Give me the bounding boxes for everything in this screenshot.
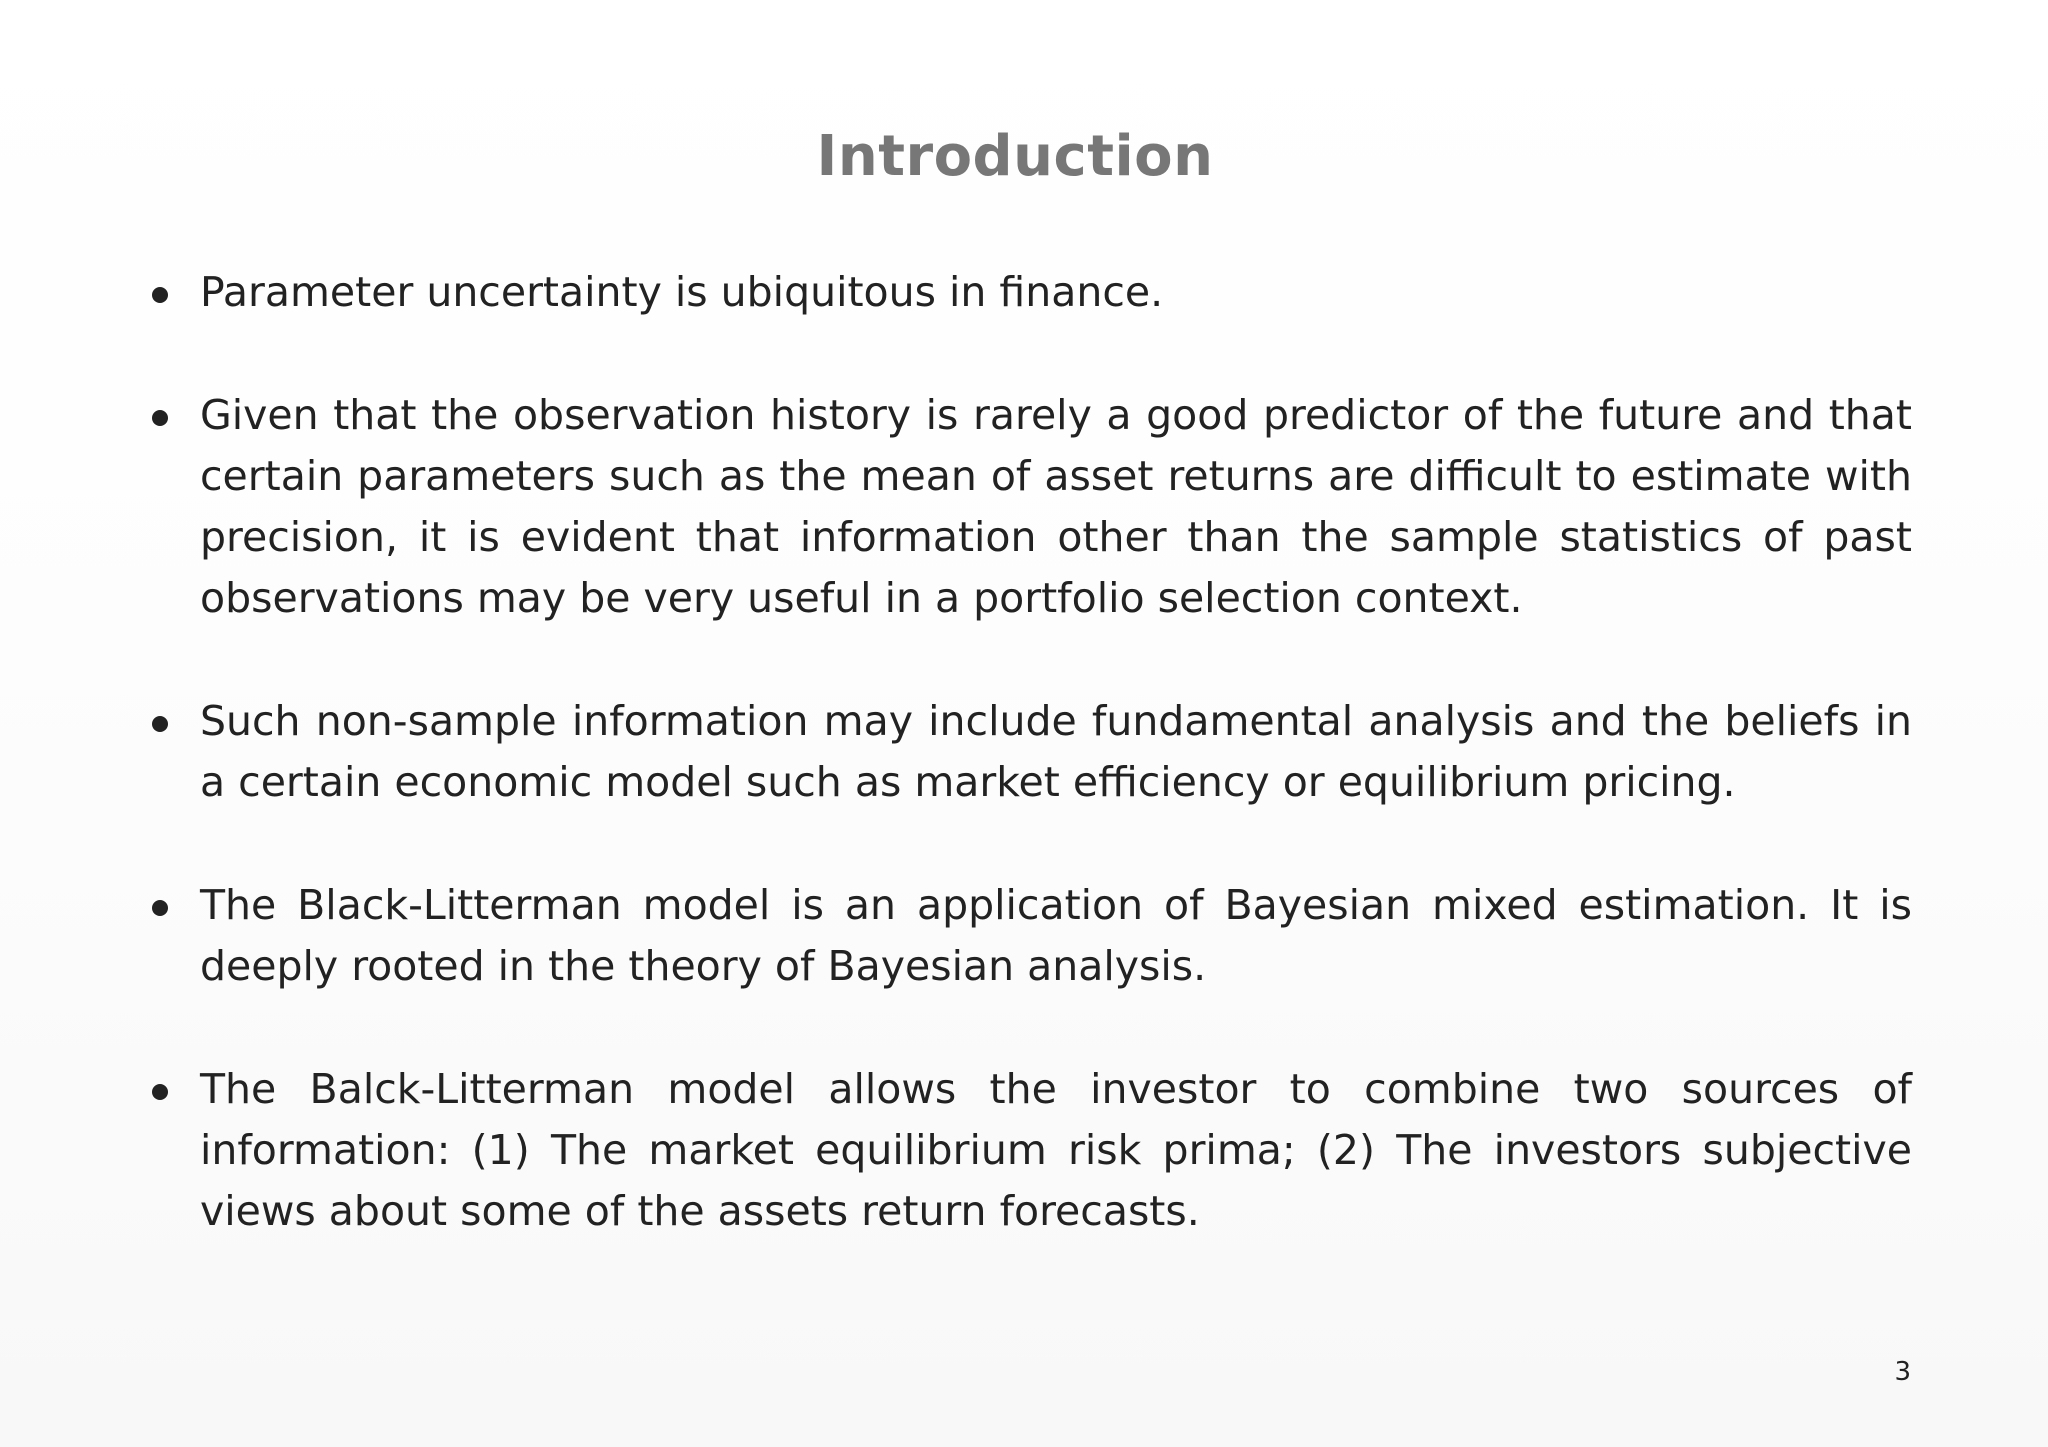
- bullet-item: [142, 875, 1912, 997]
- bullet-item: [142, 691, 1912, 813]
- bullet-icon: [152, 410, 168, 426]
- bullet-text: The Black-Litterman model is an application of Bayesian mixed estimation. It is deeply rooted in the theory of Bayesian analysis.: [200, 881, 1912, 990]
- bullet-text: The Balck-Litterman model allows the investor to combine two sources of information: (1) The market equilibrium risk prima; (2) The investors subjective views about some of the assets return forecasts.: [200, 1065, 1912, 1235]
- bullet-item: [142, 262, 1912, 323]
- bullet-icon: [152, 716, 168, 732]
- bullet-item: [142, 385, 1912, 629]
- bullet-list: [142, 262, 1912, 1304]
- slide-title: Introduction: [816, 124, 1214, 189]
- bullet-icon: [152, 900, 168, 916]
- bullet-text: Given that the observation history is rarely a good predictor of the future and that certain parameters such as the mean of asset returns are difficult to estimate with precision, it is evident that information other than the sample statistics of past observations may be very useful in a portfolio selection context.: [200, 391, 1912, 622]
- bullet-text: Such non-sample information may include fundamental analysis and the beliefs in a certain economic model such as market efficiency or equilibrium pricing.: [200, 697, 1912, 806]
- bullet-icon: [152, 1084, 168, 1100]
- bullet-icon: [152, 287, 168, 303]
- bullet-text: Parameter uncertainty is ubiquitous in finance.: [200, 268, 1164, 316]
- bullet-item: [142, 1059, 1912, 1242]
- page-number: 3: [1894, 1357, 1911, 1387]
